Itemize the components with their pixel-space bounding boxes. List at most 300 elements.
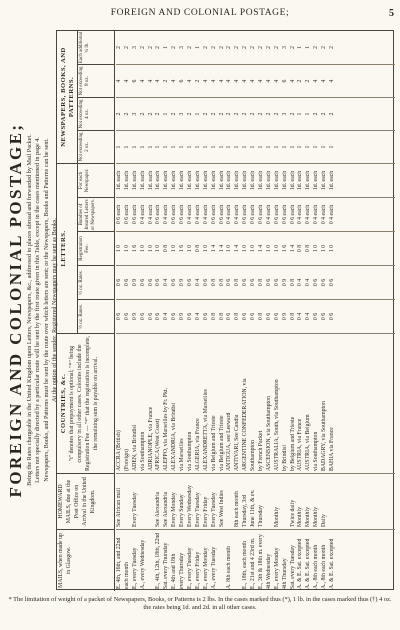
homeward-cell: Daily [321, 514, 328, 527]
news-rate-cell: 4 [321, 79, 328, 83]
mail-cell: E., every Friday [194, 551, 201, 589]
news-rate-cell: 4 [147, 79, 154, 83]
letter-rate-cell: 1d. each [258, 170, 265, 191]
country-cell: ALEPPO, via Marseilles by Fr. Pkt. [163, 387, 170, 471]
news-rate-cell: 3 [179, 46, 186, 49]
news-rate-cell: 1 [210, 145, 217, 149]
news-rate-cell: 2 [218, 112, 225, 116]
country-cell: (Foreign) [123, 449, 130, 471]
letter-rate-cell: 1d. each [218, 170, 225, 191]
news-rate-cell: 1 [273, 145, 280, 149]
news-rate-cell: 2 [163, 79, 170, 83]
letter-rate-cell: 0 4 [163, 278, 170, 287]
news-rate-cell: 4 [265, 79, 272, 83]
news-rate-cell: 6 [131, 79, 138, 83]
letter-rate-cell: 1d. each [171, 170, 178, 191]
homeward-cell: June 11th, & ev. [250, 489, 257, 527]
letter-rate-cell: 0 6 [123, 278, 130, 287]
mail-cell: E., every Tuesday [131, 547, 138, 589]
mail-cell: A. 8th each month [226, 546, 233, 589]
news-rate-cell: 2 [123, 112, 130, 116]
news-rate-cell: 2 [250, 46, 257, 49]
homeward-cell: Monthly [273, 507, 280, 527]
running-head [0, 8, 400, 22]
letter-rate-cell: 0 6 each [242, 204, 249, 225]
letter-rate-cell: 0 8 [289, 278, 296, 287]
sub-letters-2: ½ oz. Rates. [77, 265, 115, 299]
letter-rate-cell: 0 4 each [139, 204, 146, 225]
letter-rate-cell: 1d. each [305, 170, 312, 191]
homeward-cell: Monthly [297, 507, 304, 527]
letter-rate-cell: 0 6 each [281, 204, 288, 225]
news-rate-cell: 2 [329, 112, 336, 116]
mail-cell: A. & E. Sat. excepted [297, 538, 304, 589]
column-news-4oz [116, 97, 395, 130]
mail-cell: E., every Tuesday [187, 547, 194, 589]
news-rate-cell: 1 [297, 112, 304, 116]
sub-letters-3: Registration Fee. [77, 231, 115, 265]
news-rate-cell: 2 [234, 46, 241, 49]
letter-rate-cell: 1 0 [139, 244, 146, 253]
letter-rate-cell: 1 0 [313, 244, 320, 253]
letter-rate-cell: 0 6 [273, 312, 280, 321]
letter-rate-cell: 1d. each [147, 170, 154, 191]
letter-rate-cell: 1d. each [234, 170, 241, 191]
news-rate-cell: 1 [171, 145, 178, 149]
letter-rate-cell: 1 0 [321, 244, 328, 253]
letter-rate-cell: 0 4 [305, 312, 312, 321]
news-rate-cell: 1 [123, 145, 130, 149]
column-letter-rate-3 [116, 231, 395, 265]
news-rate-cell: 4 [313, 79, 320, 83]
homeward-cell: Every Friday [202, 496, 209, 527]
mail-cell: A., every Wednesday [139, 539, 146, 589]
news-rate-cell: 1 [329, 145, 336, 149]
news-rate-cell: 1 [234, 145, 241, 149]
column-registration [116, 197, 395, 231]
country-cell: ALEXANDRIA, via Brindisi [171, 402, 178, 471]
header-countries-label: COUNTRIES, &c. [60, 373, 67, 434]
news-rate-cell: 1 [202, 145, 209, 149]
country-cell: Southampton [250, 440, 257, 471]
letter-rate-cell: 0 6 [139, 278, 146, 287]
news-rate-cell: 4 [218, 79, 225, 83]
mail-cell: E., every Monday [273, 547, 280, 589]
news-rate-cell: 2 [147, 112, 154, 116]
letter-rate-cell: 0 4 each [321, 204, 328, 225]
letter-rate-cell: 0 8 [297, 244, 304, 253]
country-cell: by Brindisi [281, 445, 288, 471]
homeward-cell: Twice daily [289, 499, 296, 527]
letter-rate-cell: 0 6 [313, 278, 320, 287]
news-rate-cell: 1 [313, 145, 320, 149]
letter-rate-cell: 1d. each [210, 170, 217, 191]
sub-news-4: Each additional ¼ lb. [77, 31, 115, 64]
homeward-cell: See West Indies [218, 490, 225, 527]
news-rate-cell: 4 [155, 79, 162, 83]
letter-rate-cell: 1 0 [155, 244, 162, 253]
letter-rate-cell: 0 4 each [194, 204, 201, 225]
letter-rate-cell: 1 0 [329, 244, 336, 253]
news-rate-cell: 1 [131, 145, 138, 149]
news-rate-cell: 2 [155, 112, 162, 116]
letter-rate-cell: 0 8 [234, 312, 241, 321]
letter-rate-cell: 0 4 each [265, 204, 272, 225]
letter-rate-cell: 1 0 [147, 244, 154, 253]
header-letters-label: LETTERS. [60, 230, 67, 267]
mail-cell: E., 3th & 18th m. every [258, 534, 265, 589]
letter-rate-cell: 0 6 [242, 278, 249, 287]
letter-rate-cell: 1 6 [131, 244, 138, 253]
news-rate-cell: 4 [226, 79, 233, 83]
news-rate-cell: 1 [305, 145, 312, 149]
mail-cell [148, 530, 156, 591]
news-rate-cell: 1 [194, 145, 201, 149]
country-cell: BAHIA via France [329, 427, 336, 471]
letter-rate-cell: 1 6 [281, 244, 288, 253]
running-head-title: FOREIGN AND COLONIAL POSTAGE; [110, 8, 290, 18]
letter-rate-cell: 0 8 [218, 278, 225, 287]
news-rate-cell: 2 [273, 46, 280, 49]
news-rate-cell: 4 [123, 79, 130, 83]
letter-rate-cell: 0 8 [210, 278, 217, 287]
letter-rate-cell: 0 6 each [179, 204, 186, 225]
letter-rate-cell: 0 4 each [187, 204, 194, 225]
mail-cell: every Thursday [179, 552, 186, 589]
letter-rate-cell: 0 6 each [258, 204, 265, 225]
news-rate-cell: 2 [210, 112, 217, 116]
news-rate-cell: 3 [281, 112, 288, 116]
letter-rate-cell: 1d. each [250, 170, 257, 191]
page-title: FOREIGN AND COLONIAL POSTAGE; [6, 122, 25, 498]
letter-rate-cell: 1 0 [123, 244, 130, 253]
letter-rate-cell: 0 4 each [305, 204, 312, 225]
letter-rate-cell: 0 6 each [155, 204, 162, 225]
intro-line-2: Letters not specially directed by a particular route will be sent by the first route given in this Table, except in the cases mentioned in page 4. [34, 137, 42, 483]
letter-rate-cell: 0 4 each [163, 204, 170, 225]
letter-rate-cell: 1 4 [218, 244, 225, 253]
letter-rate-cell: 0 6 [202, 278, 209, 287]
letter-rate-cell: 0 6 each [273, 204, 280, 225]
news-rate-cell: 2 [139, 46, 146, 49]
page-number: 5 [389, 8, 394, 19]
column-mails [116, 529, 395, 591]
postage-table [56, 30, 394, 590]
mail-cell: E., 18th, each month [242, 541, 249, 589]
news-rate-cell: 1 [194, 46, 201, 49]
homeward-cell: Every Tuesday [131, 492, 138, 527]
letter-rate-cell: 0 6 [329, 312, 336, 321]
news-rate-cell: 4 [116, 79, 122, 83]
header-countries-note: "t" denotes that prepayment is optional; "*" being compulsory in all other cases. Colonies include the Registration Fee — "*" that the registration is incomplete, the remaining sum is payable on arrival. [68, 336, 99, 471]
letter-rate-cell: 0 8 [289, 312, 296, 321]
letter-rate-cell: 1d. each [163, 170, 170, 191]
letter-rate-cell: 1 0 [242, 244, 249, 253]
letter-rate-cell: 0 6 [187, 312, 194, 321]
letter-rate-cell: 0 6 [321, 278, 328, 287]
letter-rate-cell: 1d. each [131, 170, 138, 191]
letter-rate-cell: 0 4 [297, 312, 304, 321]
news-rate-cell: 4 [202, 79, 209, 83]
homeward-cell: Every Tuesday [194, 492, 201, 527]
sub-letters-5: For each Newspaper. [77, 163, 115, 197]
letter-rate-cell: 1 0 [116, 244, 122, 253]
column-news-8oz [116, 64, 395, 97]
mail-cell [234, 530, 242, 591]
news-rate-cell: 2 [297, 79, 304, 83]
news-rate-cell: 1 [155, 145, 162, 149]
header-homeward [57, 473, 115, 529]
news-rate-cell: 2 [187, 46, 194, 49]
country-cell: ACCRA (British) [116, 430, 122, 471]
news-rate-cell: 1 [305, 46, 312, 49]
letter-rate-cell: 1d. each [242, 170, 249, 191]
news-rate-cell: 1 [226, 145, 233, 149]
news-rate-cell: 2 [321, 112, 328, 116]
country-cell: ANTIVARI, See Candia [234, 414, 241, 471]
letter-rate-cell: 0 6 each [116, 204, 122, 225]
letter-rate-cell: 0 6 each [123, 204, 130, 225]
news-rate-cell: 2 [242, 112, 249, 116]
country-cell: via Marseilles [179, 438, 186, 471]
letter-rate-cell: 0 9 [281, 278, 288, 287]
mail-cell [219, 530, 227, 591]
letter-rate-cell: 0 6 [273, 278, 280, 287]
news-rate-cell: 1 [163, 46, 170, 49]
letter-rate-cell: 0 6 each [131, 204, 138, 225]
column-news-2oz [116, 130, 395, 163]
letter-rate-cell: 1d. each [265, 170, 272, 191]
intro-line-3: Newspapers, Books, and Patterns must be sent by the route over which letters are sent; or the Newspapers, Books and Patterns can be sent. [42, 138, 50, 482]
column-homeward [116, 473, 395, 529]
column-news-additional [116, 31, 395, 64]
letter-rate-cell: 0 4 each [234, 204, 241, 225]
homeward-cell: Every Monday [171, 492, 178, 527]
country-cell: AUSTRALIA, South, via Southampton [273, 379, 280, 471]
letter-rate-cell: 0 6 [147, 278, 154, 287]
mail-cell: Sat. every Tuesday [289, 545, 296, 589]
news-rate-cell: 1 [258, 145, 265, 149]
letter-rate-cell: 1d. each [194, 170, 201, 191]
letter-rate-cell: 0 9 [281, 312, 288, 321]
letter-rate-cell: 0 9 [131, 312, 138, 321]
letter-rate-cell: 0 6 [171, 312, 178, 321]
news-rate-cell: 2 [258, 112, 265, 116]
country-cell: ANTIGUA, see Leeward [226, 412, 233, 471]
country-cell: ARGENTINE CONFEDERATION, via [242, 378, 249, 471]
news-rate-cell: 2 [210, 46, 217, 49]
letter-rate-cell: 0 6 [329, 278, 336, 287]
letter-rate-cell: 0 4 [194, 312, 201, 321]
news-rate-cell: 1 [321, 145, 328, 149]
letter-rate-cell: 0 6 [265, 312, 272, 321]
letter-rate-cell: 0 8 [258, 278, 265, 287]
news-rate-cell: 2 [273, 112, 280, 116]
letter-rate-cell: 0 6 each [171, 204, 178, 225]
column-each-newspaper [116, 163, 395, 197]
news-rate-cell: 1 [250, 145, 257, 149]
country-cell: ALEXANDRETTA, via Marseilles [202, 389, 209, 471]
letter-rate-cell: 1d. each [273, 170, 280, 191]
news-rate-cell: 2 [234, 112, 241, 116]
homeward-cell: Every Tuesday [210, 492, 217, 527]
sub-letters-1: ½ oz. Rates. [77, 299, 115, 333]
homeward-cell [148, 474, 156, 529]
news-rate-cell: 2 [116, 46, 122, 49]
letter-rate-cell: 0 6 [313, 312, 320, 321]
news-rate-cell: 2 [202, 46, 209, 49]
news-rate-cell: 1 [242, 145, 249, 149]
letter-rate-cell: 0 6 [265, 278, 272, 287]
letter-rate-cell: 1d. each [202, 170, 209, 191]
news-rate-cell: 4 [139, 79, 146, 83]
country-cell: via Belgium and Trieste [218, 415, 225, 471]
letter-rate-cell: 0 6 each [218, 204, 225, 225]
letter-rate-cell: 1 0 [265, 244, 272, 253]
news-rate-cell: 2 [313, 46, 320, 49]
letter-rate-cell: 1 0 [202, 244, 209, 253]
letter-rate-cell: 0 6 [250, 278, 257, 287]
news-rate-cell: 2 [202, 112, 209, 116]
homeward-cell: Every Sunday [179, 494, 186, 527]
letter-rate-cell: 1 4 [289, 244, 296, 253]
news-rate-cell: 2 [226, 46, 233, 49]
letter-rate-cell: 0 6 [123, 312, 130, 321]
sub-news-3: Not exceeding 8 oz. [77, 64, 115, 97]
news-rate-cell: 2 [116, 112, 122, 116]
mail-cell: each month [123, 562, 130, 589]
country-cell: AFRICA (West Coast) [155, 418, 162, 471]
intro-line-1: Being the Rates chargeable in the United Kingdom upon Letters, Newspapers, &c., addressed to places abroad and forwarded by Mail Packet. [26, 134, 33, 486]
news-rate-cell: 3 [281, 46, 288, 49]
news-rate-cell: 2 [242, 46, 249, 49]
news-rate-cell: 6 [281, 79, 288, 83]
letter-rate-cell: 0 6 [171, 278, 178, 287]
letter-rate-cell: 0 8 [258, 312, 265, 321]
letter-rate-cell: 0 8 [210, 312, 217, 321]
news-rate-cell: 2 [305, 79, 312, 83]
homeward-cell: Thursday, 3rd [242, 494, 249, 527]
letter-rate-cell: 0 6 each [289, 204, 296, 225]
letter-rate-cell: 1 6 [179, 244, 186, 253]
letter-rate-cell: 1 0 [250, 244, 257, 253]
letter-rate-cell: 0 6 each [210, 204, 217, 225]
news-rate-cell: 1 [218, 145, 225, 149]
mail-cell: E. 4th, 16th, and 22nd [116, 537, 122, 589]
letter-rate-cell: 0 8 [305, 244, 312, 253]
letter-rate-cell: 1d. each [321, 170, 328, 191]
news-rate-cell: 6 [179, 79, 186, 83]
letter-rate-cell: 1 0 [273, 244, 280, 253]
letter-rate-cell: 0 6 [226, 278, 233, 287]
footnote: * The limitation of weight of a packet of Newspapers, Books, or Patterns is 2 lbs. In the cases marked thus (*), 1 lb. in the cases marked thus (†) 4 oz. the rates being 1d. and 2d. in all other cases. [8, 596, 392, 611]
news-rate-cell: 1 [305, 112, 312, 116]
news-rate-cell: 1 [297, 46, 304, 49]
header-mails [57, 529, 115, 591]
homeward-cell [140, 474, 148, 529]
news-rate-cell: 4 [242, 79, 249, 83]
news-rate-cell: 3 [179, 112, 186, 116]
letter-rate-cell: 1d. each [187, 170, 194, 191]
letter-rate-cell: 0 4 each [202, 204, 209, 225]
country-cell: ALGERIA, via France [194, 418, 201, 471]
homeward-cell: Monthly [305, 507, 312, 527]
news-rate-cell: 4 [187, 79, 194, 83]
letter-rate-cell: 0 6 [155, 312, 162, 321]
news-rate-cell: 2 [329, 46, 336, 49]
news-rate-cell: 4 [329, 79, 336, 83]
news-rate-cell: 2 [265, 46, 272, 49]
news-rate-cell: 2 [313, 112, 320, 116]
news-rate-cell: 2 [289, 112, 296, 116]
letter-rate-cell: 0 6 [202, 312, 209, 321]
letter-rate-cell: 0 8 [234, 278, 241, 287]
letter-rate-cell: 0 4 [305, 278, 312, 287]
sub-news-1: Not exceeding 2 oz. [77, 130, 115, 163]
mail-cell: E. 4th and 18th [171, 553, 178, 589]
news-rate-cell: 1 [297, 145, 304, 149]
homeward-cell: See Alexandria [155, 491, 162, 527]
letter-rate-cell: 0 6 [116, 312, 122, 321]
sub-news-2: Not exceeding 4 oz. [77, 97, 115, 130]
news-rate-cell: 4 [258, 79, 265, 83]
letter-rate-cell: 0 6 each [250, 204, 257, 225]
letter-rate-cell: 1 0 [187, 244, 194, 253]
mail-cell: A., every Tuesday [210, 546, 217, 589]
news-rate-cell: 4 [171, 79, 178, 83]
letter-rate-cell: 1 4 [210, 244, 217, 253]
letter-rate-cell: 0 4 [194, 278, 201, 287]
letter-rate-cell: 0 4 each [226, 204, 233, 225]
homeward-cell: Every Wednesday [187, 485, 194, 527]
news-rate-cell: 4 [210, 79, 217, 83]
country-cell: via Southampton [313, 431, 320, 471]
country-cell: ADEN, via Brindisi [131, 424, 138, 471]
header-homeward-label: HOMEWARD MAILS, due at the Post Office on Arrival in the United Kingdom. [58, 477, 96, 526]
letter-rate-cell: 0 6 [226, 312, 233, 321]
column-letter-rate-1 [116, 299, 395, 333]
news-rate-cell: 4 [273, 79, 280, 83]
news-rate-cell: 4 [289, 79, 296, 83]
homeward-cell: See African mail [116, 488, 122, 527]
news-rate-cell: 4 [250, 79, 257, 83]
header-mails-label: MAILS, when made up in Glasgow. [58, 533, 72, 588]
country-cell: via Belgium and Trieste [210, 415, 217, 471]
letter-rate-cell: 1d. each [281, 170, 288, 191]
homeward-cell [226, 474, 234, 529]
homeward-cell: Thursday [258, 505, 265, 527]
mail-cell: A. & E. Sat. excepted [329, 538, 336, 589]
news-rate-cell: 1 [179, 145, 186, 149]
letter-rate-cell: 0 6 [321, 312, 328, 321]
news-rate-cell: 2 [218, 46, 225, 49]
news-rate-cell: 3 [131, 112, 138, 116]
letter-rate-cell: 1d. each [313, 170, 320, 191]
news-rate-cell: 1 [163, 112, 170, 116]
homeward-cell: See Alexandria [163, 491, 170, 527]
news-rate-cell: 2 [171, 112, 178, 116]
news-rate-cell: 2 [171, 46, 178, 49]
news-rate-cell: 3 [131, 46, 138, 49]
country-cell: AUSTRIA, via Belgium [305, 414, 312, 471]
letter-rate-cell: 1d. each [297, 170, 304, 191]
letter-rate-cell: 1d. each [116, 170, 122, 191]
homeward-cell [282, 474, 290, 529]
letter-rate-cell: 0 6 [155, 278, 162, 287]
country-cell: via Southampton [187, 431, 194, 471]
news-rate-cell: 1 [187, 145, 194, 149]
letter-rate-cell: 0 6 [187, 278, 194, 287]
